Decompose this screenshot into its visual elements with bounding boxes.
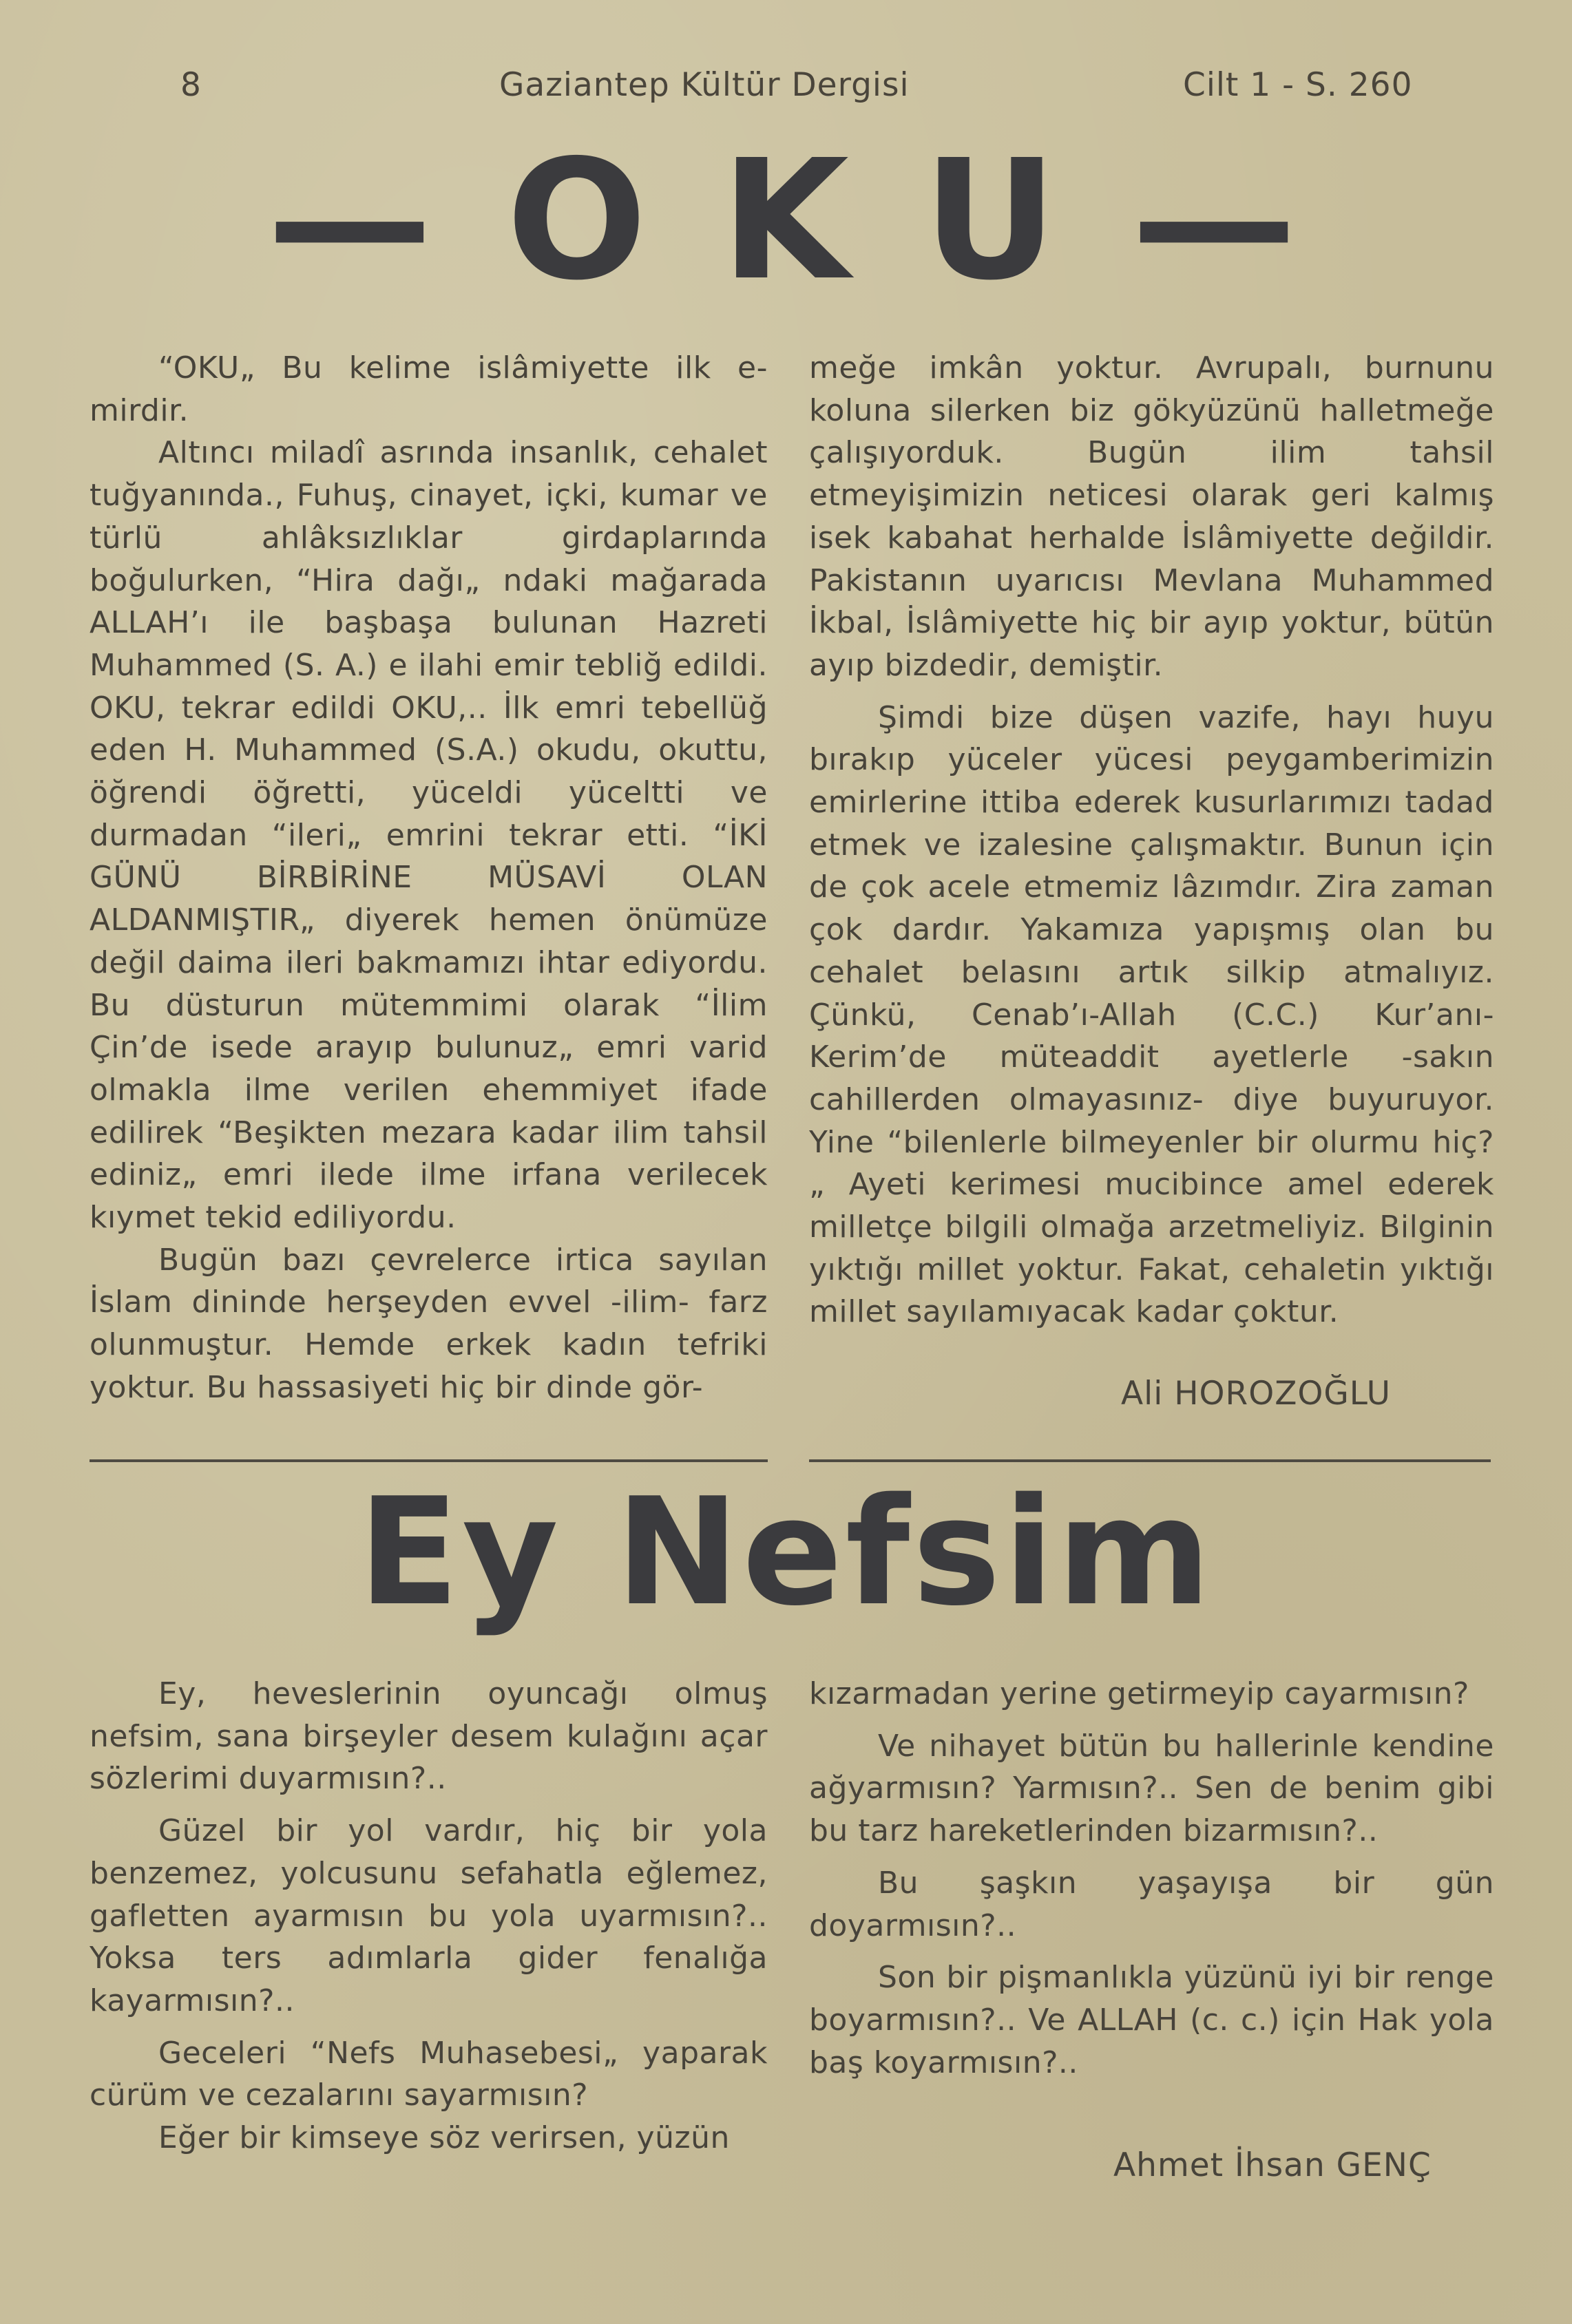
- article1-author: Ali HOROZOĞLU: [1121, 1375, 1392, 1413]
- paragraph: Güzel bir yol vardır, hiç bir yola benzemez, yolcusunu sefahatla eğlemez, gafletten ayarmısın bu yola uyarmısın?.. Yoksa ters adımlarla gider fenalığa kayarmısın?..: [90, 1813, 768, 2018]
- article2-right-column: [809, 1673, 1494, 2084]
- page-header: [0, 66, 1572, 114]
- paragraph: Altıncı miladî asrında insanlık, cehalet tuğyanında., Fuhuş, cinayet, içki, kumar ve türlü ahlâksızlıklar girdaplarında boğulurken, “Hira dağı„ ndaki mağarada ALLAH’ı ile başbaşa bulunan Hazreti Muhammed (S. A.) e ilahi emir tebliğ edildi. OKU, tekrar edildi OKU,.. İlk emri tebellüğ eden H. Muhammed (S.A.) okudu, okuttu, öğrendi öğretti, yüceldi yüceltti ve durmadan “ileri„ emrini tekrar etti. “İKİ GÜNÜ BİRBİRİNE MÜSAVİ OLAN ALDANMIŞTIR„ diyerek hemen önümüze değil daima ileri bakmamızı ihtar ediyordu. Bu düsturun mütemmimi olarak “İlim Çin’de isede arayıp bulunuz„ emri varid olmakla ilme verilen ehemmiyet ifade edilirek “Beşikten mezara kadar ilim tahsil ediniz„ emri ilede ilme irfana verilecek kıymet tekid ediliyordu.: [90, 435, 768, 1236]
- article1-right-column: [809, 347, 1494, 1333]
- paragraph: Eğer bir kimseye söz verirsen, yüzün: [158, 2120, 730, 2156]
- article-title-oku: — O K U —: [266, 124, 1306, 317]
- divider-rule-left: [90, 1459, 768, 1462]
- paragraph: Son bir pişmanlıkla yüzünü iyi bir renge boyarmısın?.. Ve ALLAH (c. c.) için Hak yola baş koyarmısın?..: [809, 1960, 1494, 2080]
- paragraph: kızarmadan yerine getirmeyip cayarmısın?: [809, 1676, 1469, 1711]
- paragraph: Bu şaşkın yaşayışa bir gün doyarmısın?..: [809, 1865, 1494, 1943]
- paragraph: meğe imkân yoktur. Avrupalı, burnunu koluna silerken biz gökyüzünü halletmeğe çalışıyorduk. Bugün ilim tahsil etmeyişimizin neticesi olarak geri kalmış isek kabahat herhalde İslâmiyette değildir. Pakistanın uyarıcısı Mevlana Muhammed İkbal, İslâmiyette hiç bir ayıp yoktur, bütün ayıp bizdedir, demiştir.: [809, 350, 1494, 683]
- journal-name: Gaziantep Kültür Dergisi: [499, 66, 910, 104]
- paragraph: “OKU„ Bu kelime islâmiyette ilk e-mirdir.: [90, 350, 768, 428]
- paragraph: Ve nihayet bütün bu hallerinle kendine ağyarmısın? Yarmısın?.. Sen de benim gibi bu tarz hareketlerinden bizarmısın?..: [809, 1728, 1494, 1849]
- article2-author: Ahmet İhsan GENÇ: [1113, 2146, 1432, 2184]
- article1-left-column: [90, 347, 768, 1409]
- paragraph: Geceleri “Nefs Muhasebesi„ yaparak cürüm ve cezalarını sayarmısın?: [90, 2035, 768, 2113]
- divider-rule-right: [809, 1459, 1491, 1462]
- paragraph: Şimdi bize düşen vazife, hayı huyu bırakıp yüceler yücesi peygamberimizin emirlerine ittiba ederek kusurlarımızı tadad etmek ve izalesine çalışmaktır. Bunun için de çok acele etmemiz lâzımdır. Zira zaman çok dardır. Yakamıza yapışmış olan bu cehalet belasını artık silkip atmalıyız. Çünkü, Cenab’ı-Allah (C.C.) Kur’anı-Kerim’de müteaddit ayetlerle -sakın cahillerden olmayasınız- diye buyuruyor. Yine “bilenlerle bilmeyenler bir olurmu hiç?„ Ayeti kerimesi mucibince amel ederek milletçe bilgili olmağa arzetmeliyiz. Bilginin yıktığı millet yoktur. Fakat, cehaletin yıktığı millet sayılamıyacak kadar çoktur.: [809, 699, 1494, 1330]
- article-title-ey-nefsim: Ey Nefsim: [358, 1466, 1214, 1638]
- issue-number: Cilt 1 - S. 260: [1183, 66, 1413, 104]
- article2-left-column: [90, 1673, 768, 2159]
- page-number: 8: [180, 66, 202, 104]
- paragraph: Bugün bazı çevrelerce irtica sayılan İslam dininde herşeyden evvel -ilim- farz olunmuştur. Hemde erkek kadın tefriki yoktur. Bu hassasiyeti hiç bir dinde gör-: [90, 1242, 768, 1405]
- paragraph: Ey, heveslerinin oyuncağı olmuş nefsim, sana birşeyler desem kulağını açar sözlerimi duyarmısın?..: [90, 1676, 768, 1797]
